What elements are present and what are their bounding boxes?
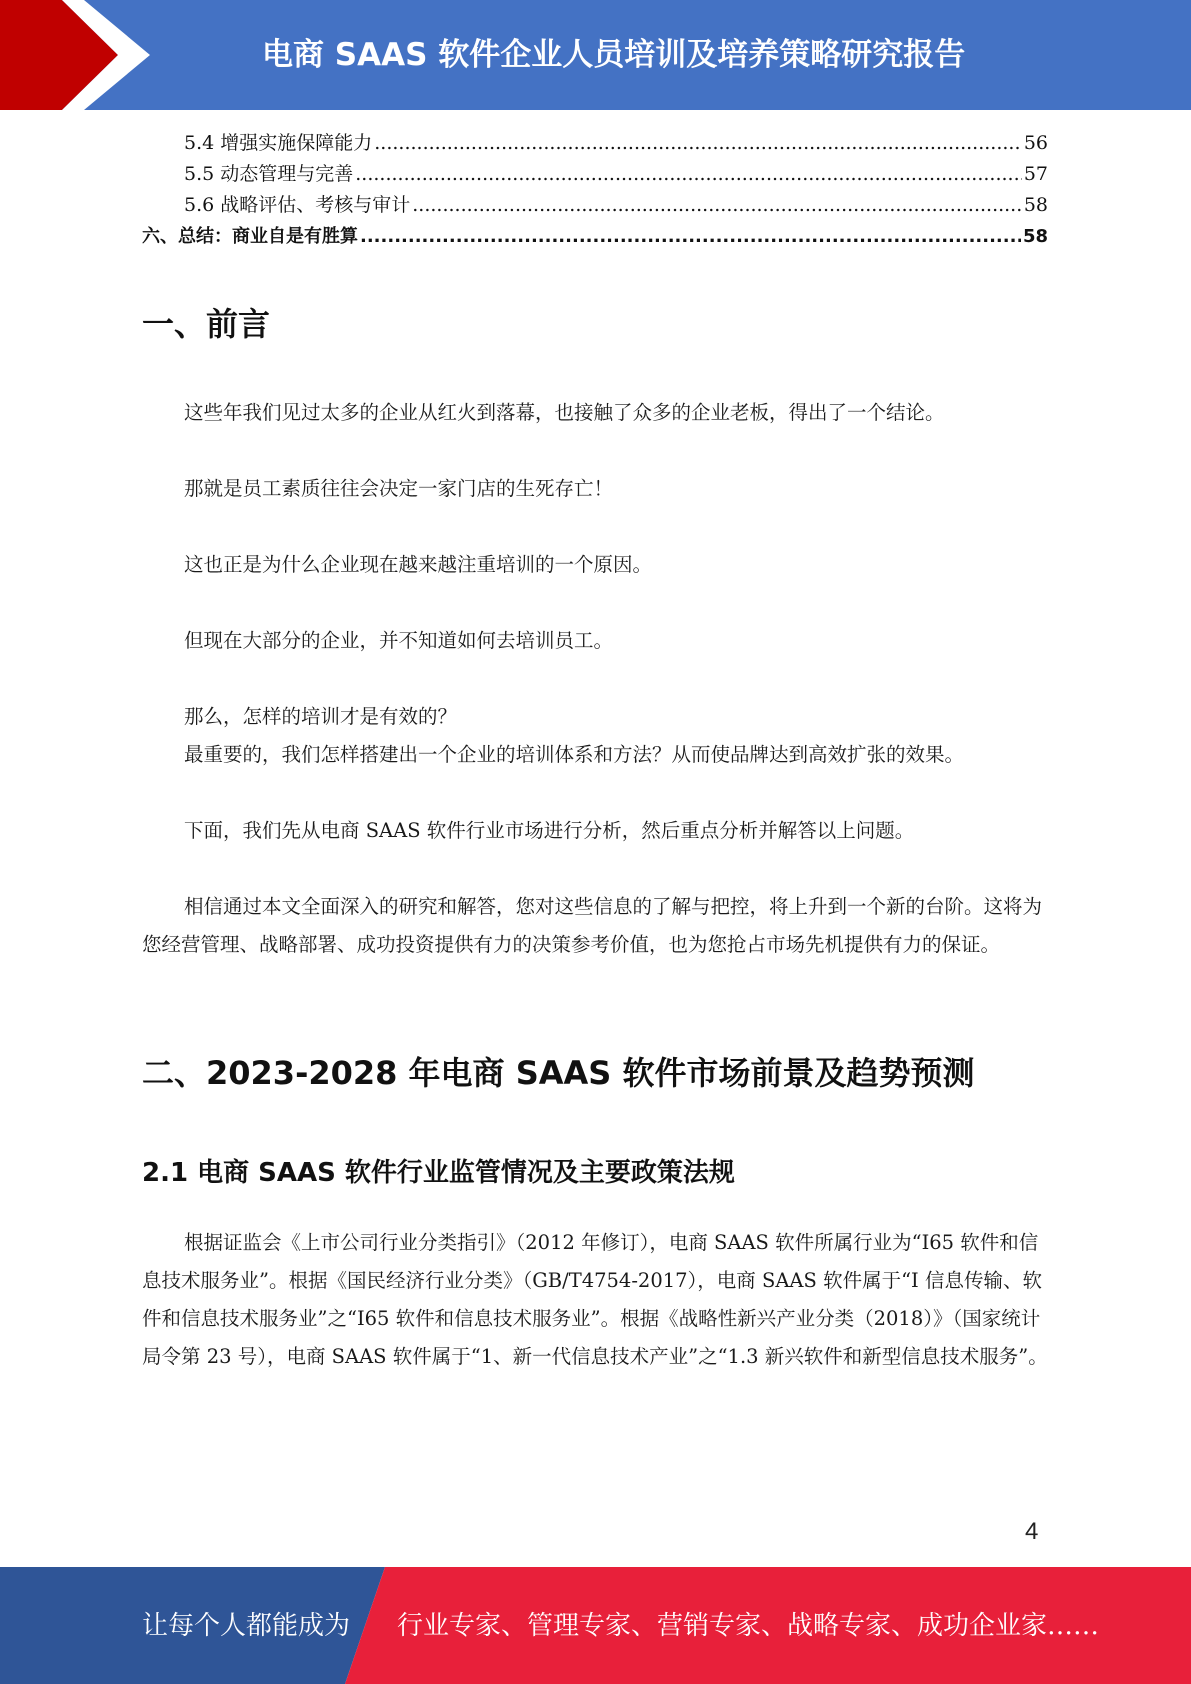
paragraph: 这些年我们见过太多的企业从红火到落幕，也接触了众多的企业老板，得出了一个结论。	[184, 401, 945, 424]
toc-entry-page: 56	[1023, 132, 1048, 154]
section-heading: 二、2023-2028 年电商 SAAS 软件市场前景及趋势预测	[142, 1054, 975, 1092]
toc-entry-page: 57	[1023, 163, 1048, 185]
page-number: 4	[1025, 1518, 1039, 1545]
table-of-contents	[142, 128, 1048, 252]
paragraph: 最重要的，我们怎样搭建出一个企业的培训体系和方法？从而使品牌达到高效扩张的效果。	[184, 743, 965, 766]
header-arrow-decoration	[0, 0, 160, 110]
paragraph: 那就是员工素质往往会决定一家门店的生死存亡！	[184, 477, 614, 500]
paragraph: 相信通过本文全面深入的研究和解答，您对这些信息的了解与把控，将上升到一个新的台阶。这将为您经营管理、战略部署、成功投资提供有力的决策参考价值，也为您抢占市场先机提供有力的保证。	[142, 895, 1043, 956]
toc-entry-label: 5.4 增强实施保障能力	[184, 132, 373, 154]
paragraph: 这也正是为什么企业现在越来越注重培训的一个原因。	[184, 553, 653, 576]
toc-leader-dots	[360, 221, 1021, 252]
footer-slogan-right: 行业专家、管理专家、营销专家、战略专家、成功企业家……	[397, 1611, 1100, 1641]
toc-entry-page: 58	[1023, 194, 1048, 216]
paragraph: 下面，我们先从电商 SAAS 软件行业市场进行分析，然后重点分析并解答以上问题。	[184, 819, 915, 842]
toc-leader-dots	[355, 159, 1022, 190]
toc-entry-label: 5.5 动态管理与完善	[184, 163, 354, 185]
toc-entry-label: 六、总结：商业自是有胜算	[142, 226, 358, 247]
toc-leader-dots	[374, 128, 1022, 159]
toc-entry-label: 5.6 战略评估、考核与审计	[184, 194, 411, 216]
toc-entry[interactable]	[142, 128, 1048, 159]
toc-entry-page: 58	[1022, 226, 1048, 247]
section-heading: 一、前言	[142, 305, 271, 343]
page-header	[0, 0, 1191, 110]
paragraph: 根据证监会《上市公司行业分类指引》（2012 年修订），电商 SAAS 软件所属行业为“I65 软件和信息技术服务业”。根据《国民经济行业分类》（GB/T4754-2017），电商 SAAS 软件属于“I 信息传输、软件和信息技术服务业”之“I65 软件和信息技术服务业”。根据《战略性新兴产业分类（2018）》（国家统计局令第 23 号），电商 SAAS 软件属于“1、新一代信息技术产业”之“1.3 新兴软件和新型信息技术服务”。	[142, 1231, 1048, 1368]
page-footer	[0, 1567, 1191, 1684]
toc-entry[interactable]	[142, 159, 1048, 190]
header-title: 电商 SAAS 软件企业人员培训及培养策略研究报告	[262, 37, 966, 73]
paragraph: 那么，怎样的培训才是有效的？	[184, 705, 458, 728]
toc-entry[interactable]	[142, 221, 1048, 252]
paragraph: 但现在大部分的企业，并不知道如何去培训员工。	[184, 629, 614, 652]
toc-leader-dots	[412, 190, 1022, 221]
subsection-heading: 2.1 电商 SAAS 软件行业监管情况及主要政策法规	[142, 1158, 735, 1188]
toc-entry[interactable]	[142, 190, 1048, 221]
footer-slogan-left: 让每个人都能成为	[142, 1611, 351, 1641]
